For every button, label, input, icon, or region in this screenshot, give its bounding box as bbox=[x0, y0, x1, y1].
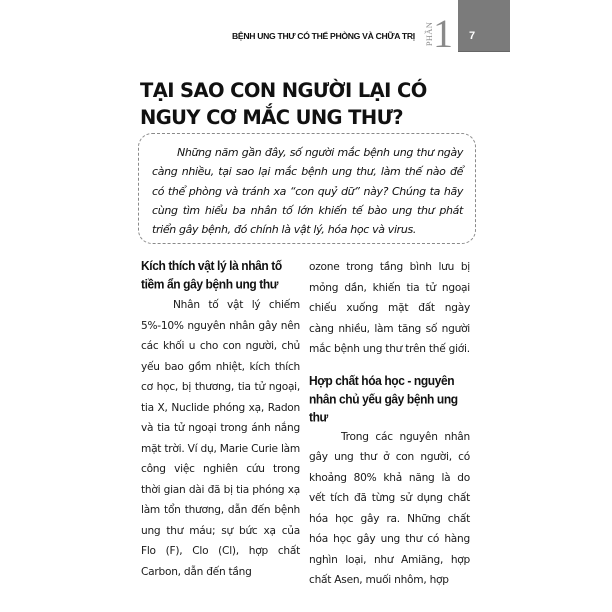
intro-callout-text: Những năm gần đây, số người mắc bệnh ung thư ngày càng nhiều, tại sao lại mắc bệnh ung thư, làm thế nào để có thể phòng và tránh xa “con quỷ dữ” này? Chúng ta hãy cùng tìm hiểu ba nhân tố lớn khiến tế bào ung thư phát triển gây bệnh, đó chính là vật lý, hóa học và virus. bbox=[152, 146, 463, 237]
running-title: BỆNH UNG THƯ CÓ THỂ PHÒNG VÀ CHỮA TRỊ bbox=[232, 31, 415, 41]
section-title-chemical: Hợp chất hóa học - nguyên nhân chủ yếu gây bệnh ung thư bbox=[309, 372, 458, 425]
page-number: 7 bbox=[469, 30, 476, 42]
page-number-tab bbox=[458, 0, 510, 52]
section-body-physical-continued: ozone trong tầng bình lưu bị mỏng dần, khiến tia tử ngoại chiếu xuống mặt đất ngày càng nhiều, làm tăng số người mắc bệnh ung thư trên thế giới. bbox=[309, 261, 470, 355]
chapter-title: TẠI SAO CON NGƯỜI LẠI CÓ NGUY CƠ MẮC UNG THƯ? bbox=[140, 79, 427, 129]
section-body-chemical: Trong các nguyên nhân gây ung thư ở con người, có khoảng 80% khả năng là do vết tích đã từng sử dụng chất hóa học gây ra. Những chất hóa học gây ung thư có hàng nghìn loại, như Amiăng, hợp chất Asen, muối nhôm, hợp bbox=[309, 430, 470, 586]
section-body-physical: Nhân tố vật lý chiếm 5%-10% nguyên nhân gây nên các khối u cho con người, chủ yếu bao gồm nhiệt, kích thích cơ học, bị thương, tia tử ngoại, tia X, Nuclide phóng xạ, Radon và tia tử ngoại trong ánh nắng mặt trời. Ví dụ, Marie Curie làm công việc nghiên cứu trong thời gian dài đã bị tia phóng xạ làm tổn thương, dẫn đến bệnh ung thư máu; sự bức xạ của Flo (F), Clo (Cl), hợp chất Carbon, dẫn đến tầng bbox=[141, 299, 300, 578]
column-right bbox=[309, 257, 470, 591]
section-title-physical: Kích thích vật lý là nhân tố tiềm ẩn gây bệnh ung thư bbox=[141, 258, 282, 292]
column-left bbox=[141, 257, 300, 582]
intro-callout-box bbox=[138, 133, 476, 244]
part-label-text: PHẦN bbox=[424, 21, 435, 47]
part-number: 1 bbox=[433, 11, 453, 56]
